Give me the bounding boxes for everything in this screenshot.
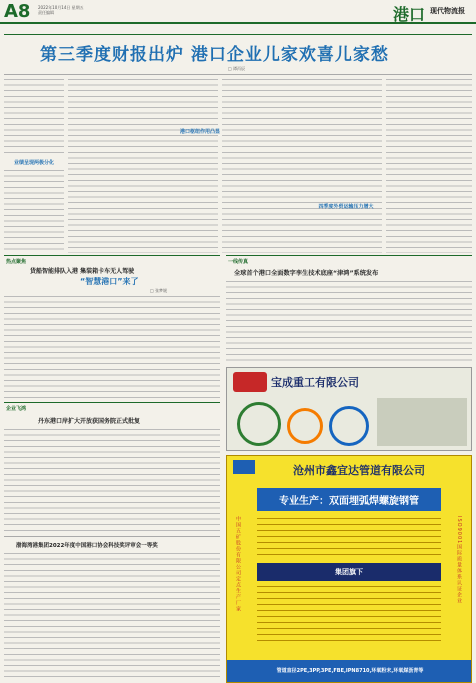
ad1-factory-photo [377,398,467,446]
ad2-group-details [257,585,441,645]
ad1-pipe-image-2 [287,408,323,444]
ad2-vertical-left: 中国五矿股份有限公司定点生产厂家 [235,516,241,612]
ad2-footer: 管道直径2PE,3PP,3PE,FBE,IPN8710,环氧粉末,环氧煤沥青等 [276,668,424,674]
lead-sub-1: 业绩呈现两极分化 [13,160,54,166]
lead-col-3 [222,78,382,253]
ad2-product-banner: 专业生产：双面埋弧焊螺旋钢管 [257,488,441,511]
story2-headline: 货船智能排队入港 集装箱卡车无人驾驶 [30,268,135,275]
ad2-company: 沧州市鑫宜达管道有限公司 [293,464,425,477]
ad2-vertical-right: ISO9001国际质量体系认证企业 [456,516,462,605]
story5-headline: 全球首个港口全面数字孪生技术底座“津鸿”系统发布 [234,270,379,277]
rule-left-3 [4,536,220,537]
rule-right [226,255,472,256]
story3-headline: 丹东港口岸扩大开放获国务院正式批复 [38,418,141,425]
lead-headline: 第三季度财报出炉 港口企业儿家欢喜儿家愁 [40,45,389,65]
ad2-group: 集团旗下 [257,563,441,581]
tag-company: 企业飞鸿 [6,406,27,412]
story5-body [226,280,472,364]
tag-hot: 热点聚焦 [6,259,27,265]
ad-xinyida [226,455,472,683]
editor-text: 责任编辑 [38,10,54,15]
story4-body [4,552,220,680]
story2-headline2: “智慧港口”来了 [80,277,139,286]
ad-baocheng [226,367,472,451]
filler-text [4,169,64,253]
story3-body [4,428,220,533]
ad2-details [257,517,441,557]
masthead [0,0,476,24]
ad1-company: 宝成重工有限公司 [271,376,359,389]
ad1-pipe-image [237,402,281,446]
filler-text [4,78,64,156]
story4-headline: 渤海湾港集团2022年度中国港口协会科技奖评审会一等奖 [16,543,158,549]
page-number: A8 [4,1,31,22]
lead-col-2 [68,78,218,253]
section-title: 港口 [393,5,426,24]
rule-left-2 [4,402,220,403]
ad1-pipe-image-3 [329,406,369,446]
headline-rule-bottom [4,74,472,75]
headline-rule-top [4,34,472,35]
story2-body [4,295,220,400]
dateline [38,5,148,15]
story2-byline: □ 张梦媛 [150,288,168,293]
ad1-logo [233,372,267,392]
lead-byline: □ 谭丙辰 [228,66,246,71]
lead-col-1 [4,78,64,253]
date-text: 2022年10月14日 星期五 [38,5,84,10]
rule-left [4,255,220,256]
ad2-logo [233,460,255,474]
paper-name: 现代物流报 [430,6,465,15]
lead-sub-2: 港口枢纽作用凸显 [179,129,220,135]
tag-frontline: 一线传真 [228,259,249,265]
lead-col-4 [386,78,472,253]
lead-sub-3: 四季度外贸运输压力增大 [318,204,374,210]
